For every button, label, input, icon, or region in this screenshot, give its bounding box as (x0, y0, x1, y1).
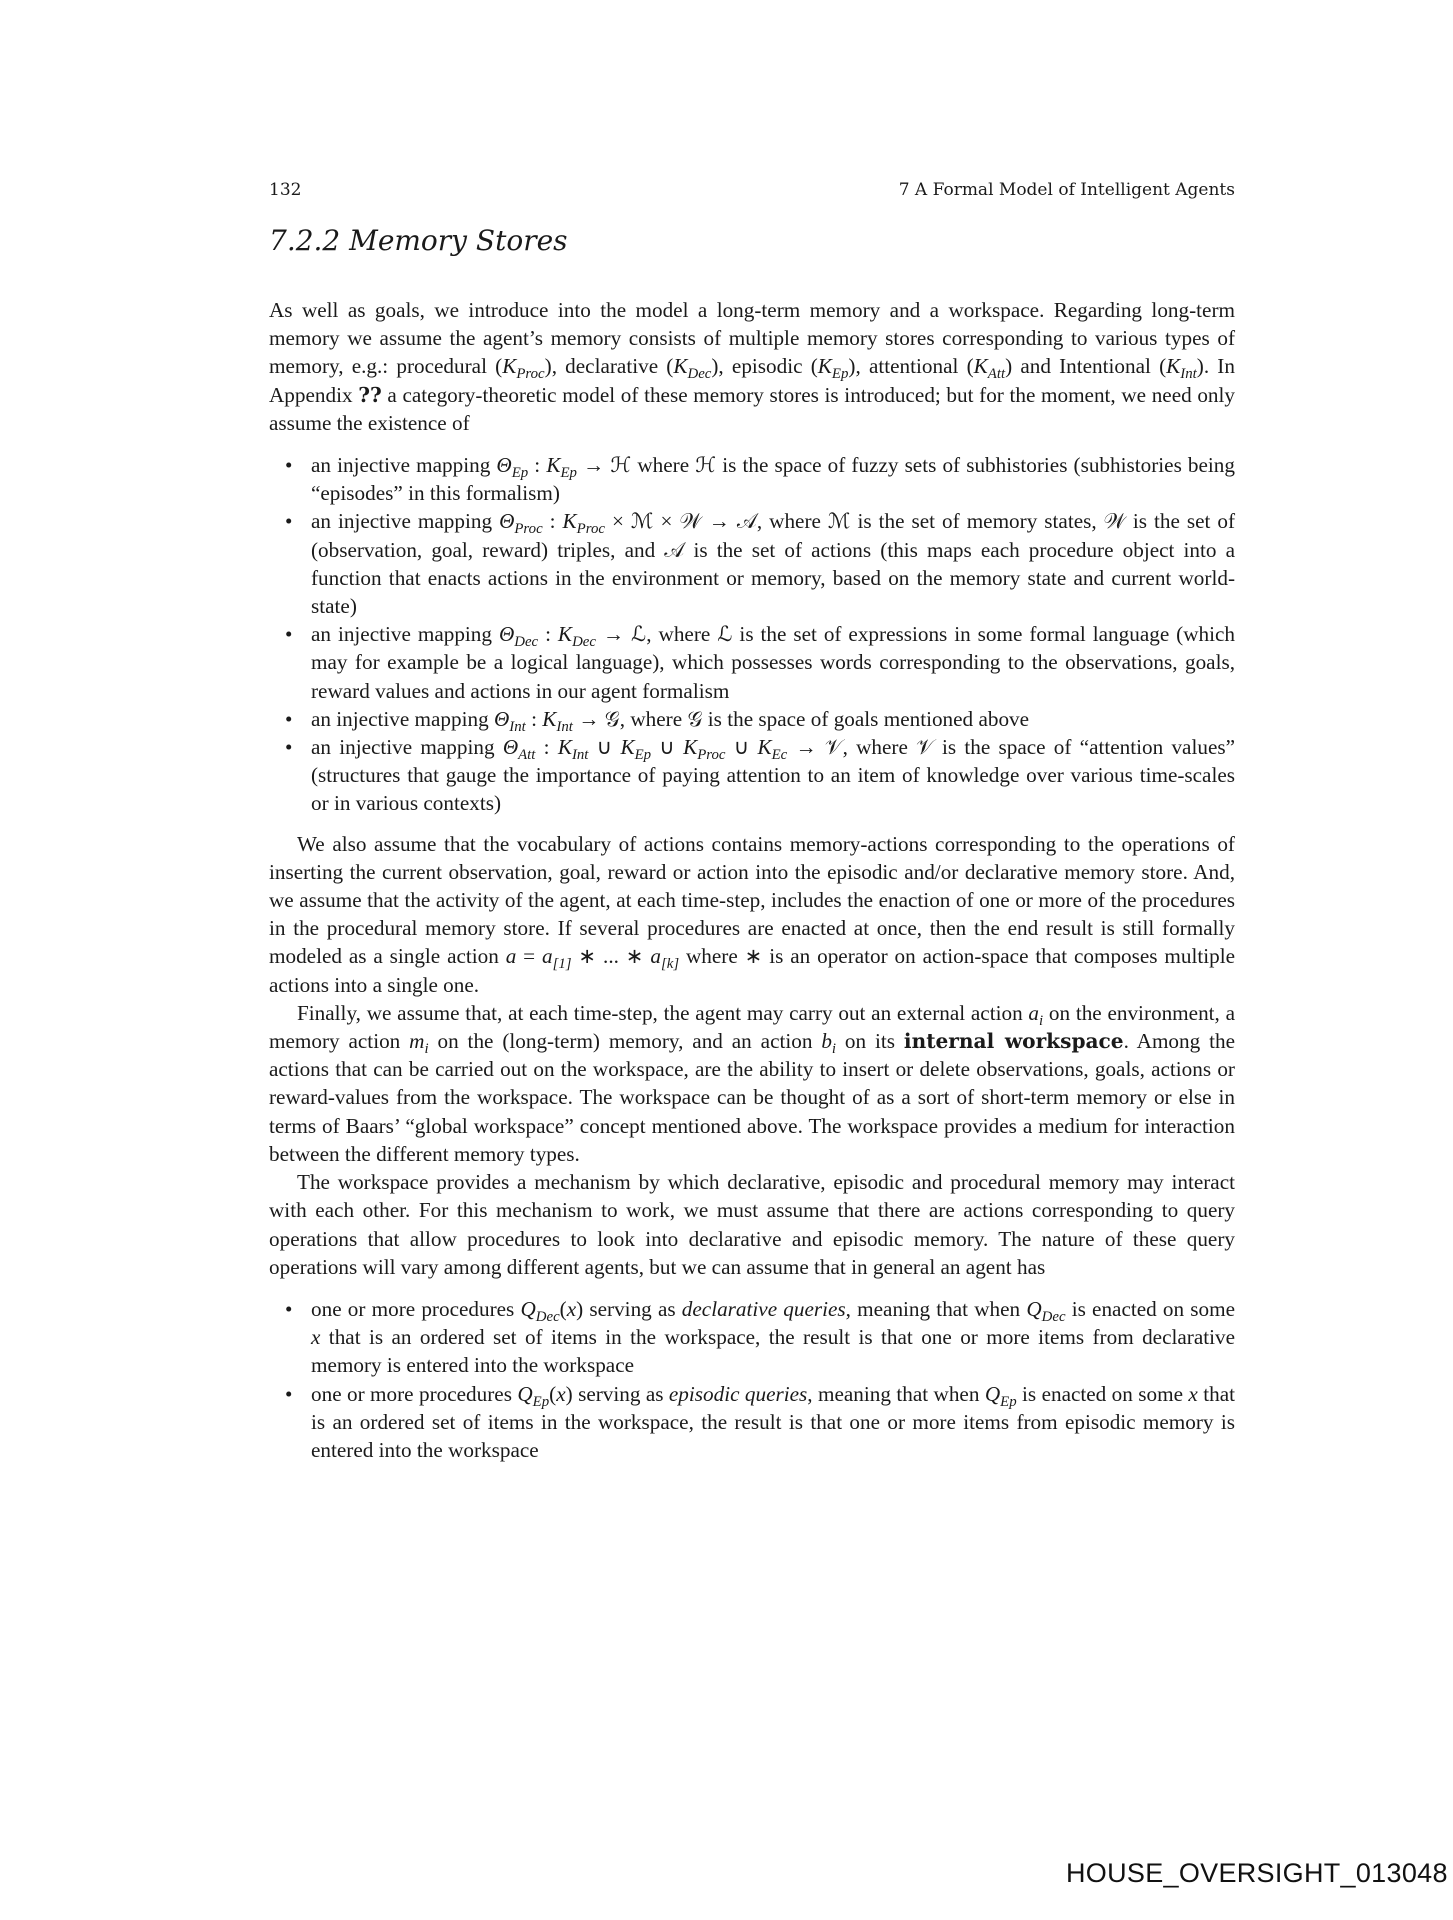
paragraph-mechanism: The workspace provides a mechanism by which declarative, episodic and procedural memory may interact with each other. For this mechanism to work, we must assume that there are actions corresponding to query operations that allow procedures to look into declarative and episodic memory. The nature of these query operations will vary among different agents, but we can assume that in general an agent has (269, 1170, 1235, 1279)
bates-stamp: HOUSE_OVERSIGHT_013048 (1066, 1858, 1448, 1888)
list-item: • an injective mapping $\Theta_{Dec}$ : $K_{Dec}$ → ℒ, where ℒ is the set of expressions in some formal language (which may for example be a logical language), which possesses words corresponding to the observations, goals, reward values and actions in our agent formalism (311, 620, 1235, 705)
query-list (269, 1295, 1235, 1464)
mapping-list (269, 451, 1235, 818)
paragraph-intro: As well as goals, we introduce into the model a long-term memory and a workspace. Regarding long-term memory we assume the agent’s memory consists of multiple memory stores corresponding to various types of memory, e.g.: procedural $(K_{Proc})$, declarative $(K_{Dec})$, episodic $(K_{Ep})$, attentional $(K_{Att})$ and Intentional $(K_{Int})$. In Appendix ?? a category-theoretic model of these memory stores is introduced; but for the moment, we need only assume the existence of (269, 298, 1235, 435)
list-item: • an injective mapping $\Theta_{Att}$ : $K_{Int}$ ∪ $K_{Ep}$ ∪ $K_{Proc}$ ∪ $K_{Ec}$ → 𝒱, where 𝒱 is the space of “attention values” (structures that gauge the importance of paying attention to an item of knowledge over various time-scales or in various contexts) (311, 733, 1235, 818)
paragraph-actions: We also assume that the vocabulary of actions contains memory-actions corresponding to the operations of inserting the current observation, goal, reward or action into the episodic and/or declarative memory store. And, we assume that the activity of the agent, at each time-step, includes the enaction of one or more of the procedures in the procedural memory store. If several procedures are enacted at once, then the end result is still formally modeled as a single action $a = a_{[1]}$ ∗ ... ∗ $a_{[k]}$ where ∗ is an operator on action-space that composes multiple actions into a single one. (269, 831, 1236, 997)
paragraph-workspace: Finally, we assume that, at each time-step, the agent may carry out an external action $a_i$ on the environment, a memory action $m_i$ on the (long-term) memory, and an action $b_i$ on its internal workspace. Among the actions that can be carried out on the workspace, are the ability to insert or delete observations, goals, actions or reward-values from the workspace. The workspace can be thought of as a sort of short-term memory or else in terms of Baars’ “global workspace” concept mentioned above. The workspace provides a medium for interaction between the different memory types. (269, 1000, 1235, 1166)
list-item: • an injective mapping $\Theta_{Ep}$ : $K_{Ep}$ → ℋ where ℋ is the space of fuzzy sets of subhistories (subhistories being “episodes” in this formalism) (311, 451, 1235, 507)
list-item: • an injective mapping $\Theta_{Proc}$ : $K_{Proc}$ × ℳ × 𝒲 → 𝒜, where ℳ is the set of memory states, 𝒲 is the set of (observation, goal, reward) triples, and 𝒜 is the set of actions (this maps each procedure object into a function that enacts actions in the environment or memory, based on the memory state and current world-state) (311, 507, 1235, 620)
body-text (269, 296, 1235, 1476)
section-title: 7.2.2 Memory Stores (269, 224, 568, 257)
page-number: 132 (269, 180, 302, 200)
list-item: • an injective mapping $\Theta_{Int}$ : $K_{Int}$ → 𝒢, where 𝒢 is the space of goals mentioned above (311, 705, 1235, 733)
running-head (269, 180, 1235, 200)
list-item: • one or more procedures $Q_{Dec}(x)$ serving as declarative queries, meaning that when $Q_{Dec}$ is enacted on some x that is an ordered set of items in the workspace, the result is that one or more items from declarative memory is entered into the workspace (311, 1295, 1235, 1380)
chapter-title: 7 A Formal Model of Intelligent Agents (898, 180, 1235, 200)
list-item: • one or more procedures $Q_{Ep}(x)$ serving as episodic queries, meaning that when $Q_{Ep}$ is enacted on some x that is an ordered set of items in the workspace, the result is that one or more items from episodic memory is entered into the workspace (311, 1380, 1235, 1465)
